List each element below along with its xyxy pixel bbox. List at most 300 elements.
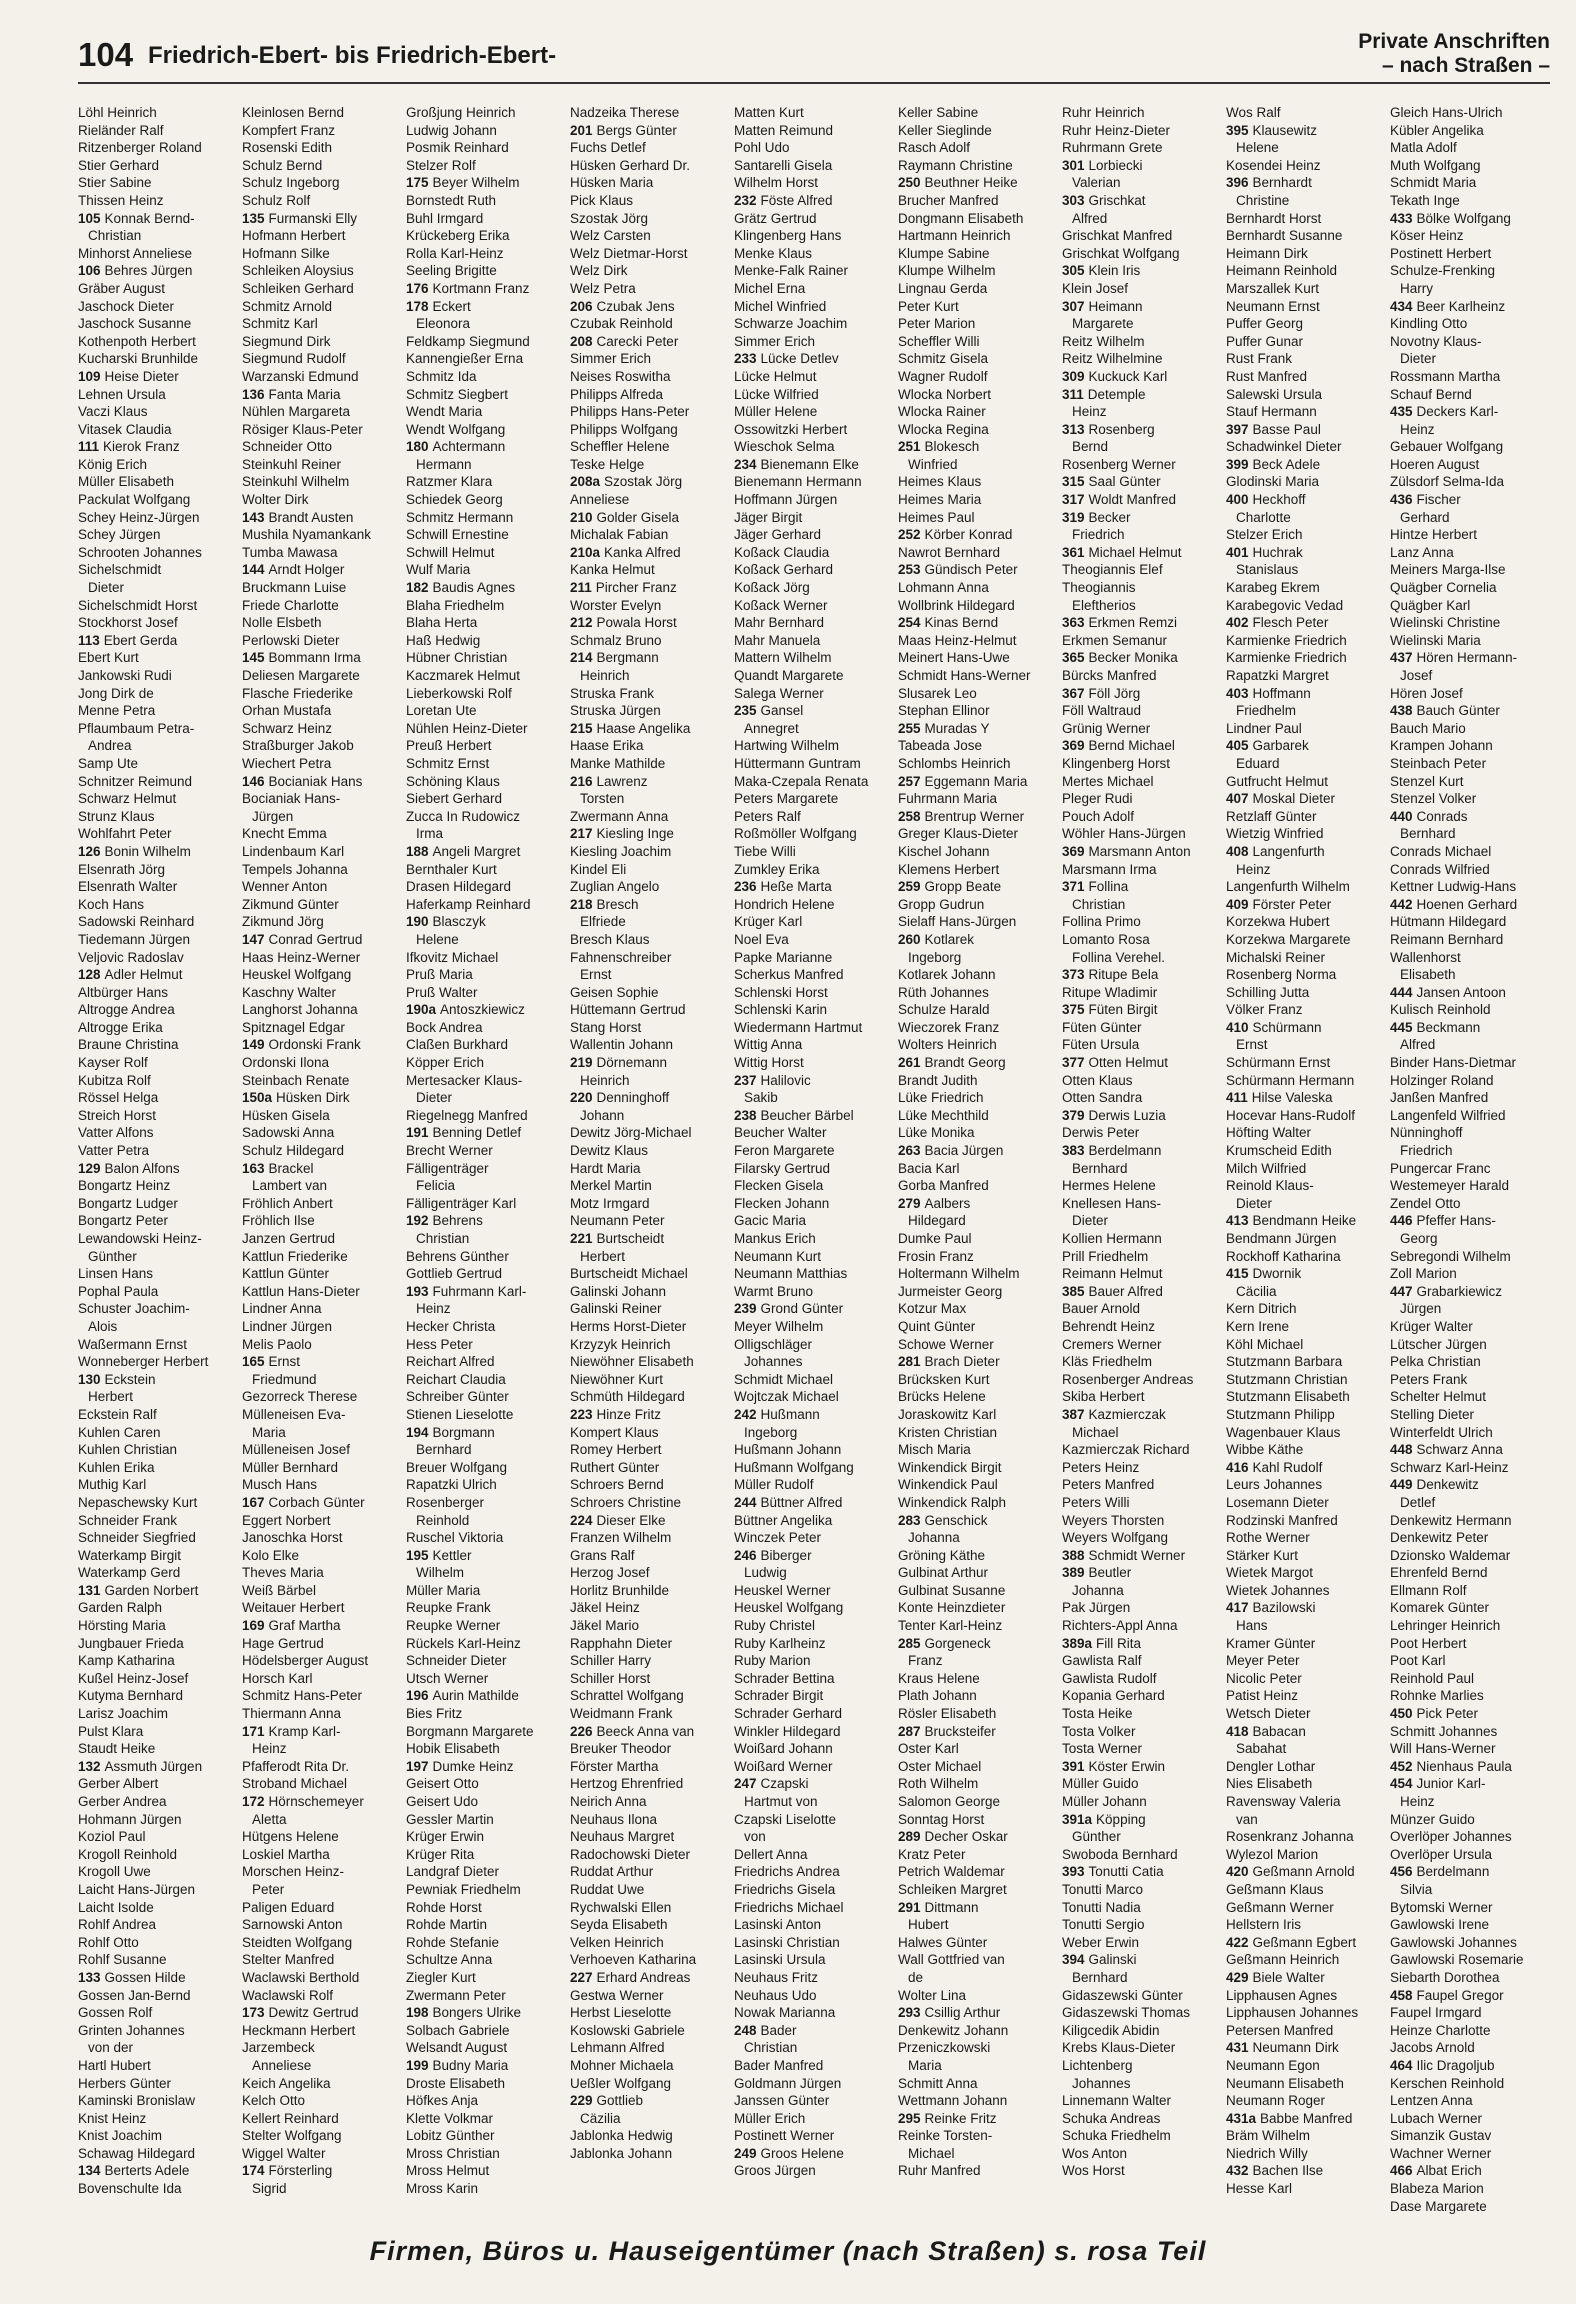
listing-entry: Müller Johann xyxy=(1062,1794,1147,1809)
listing-entry: Maria xyxy=(908,2057,942,2073)
listing-entry: 247 Czapski xyxy=(734,1776,809,1792)
listing-entry: Schawag Hildegard xyxy=(78,2145,196,2161)
listing-entry: Sebregondi Wilhelm xyxy=(1390,1248,1511,1264)
listing-entry: Rösler Elisabeth xyxy=(898,1706,997,1722)
listing-entry: Reinke Torsten- xyxy=(898,2128,993,2144)
listing-entry: Ossowitzki Herbert xyxy=(734,421,848,437)
listing-entry: Menke Klaus xyxy=(734,245,813,261)
listing-entry: Reitz Wilhelmine xyxy=(1062,351,1163,367)
listing-entry: Milch Wilfried xyxy=(1226,1160,1307,1176)
house-number: 235 xyxy=(734,703,757,719)
house-number: 196 xyxy=(406,1688,429,1704)
house-number: 242 xyxy=(734,1406,757,1422)
listing-entry: 149 Ordonski Frank xyxy=(242,1037,361,1053)
listing-entry: 313 Rosenberg xyxy=(1062,421,1155,437)
listing-entry: Roßmöller Wolfgang xyxy=(734,826,857,842)
listing-entry: Schmitt Anna xyxy=(898,2075,978,2091)
listing-entry: 248 Bader xyxy=(734,2022,797,2038)
listing-entry: Ruby Marion xyxy=(734,1653,811,1669)
listing-entry: Krumscheid Edith xyxy=(1226,1143,1332,1159)
listing-entry: Rust Frank xyxy=(1226,351,1293,367)
house-number: 113 xyxy=(78,632,100,648)
listing-entry: Heinz xyxy=(1072,404,1107,420)
house-number: 239 xyxy=(734,1301,757,1317)
listing-entry: Stelzer Erich xyxy=(1226,527,1303,543)
listing-entry: 405 Garbarek xyxy=(1226,738,1309,754)
listing-entry: Schnitzer Reimund xyxy=(78,773,193,789)
listing-entry: Wietek Margot xyxy=(1226,1565,1314,1581)
listing-entry: Rohde Martin xyxy=(406,1917,488,1933)
listing-entry: 171 Kramp Karl- xyxy=(242,1723,341,1739)
house-number: 135 xyxy=(242,210,265,226)
listing-entry: 218 Bresch xyxy=(570,896,639,912)
listing-entry: Hildegard xyxy=(908,1213,966,1229)
listing-entry: Olligschläger xyxy=(734,1336,813,1352)
listing-entry: 305 Klein Iris xyxy=(1062,263,1141,279)
listing-entry: 371 Follina xyxy=(1062,879,1129,895)
listing-entry: 301 Lorbiecki xyxy=(1062,157,1143,173)
listing-entry: Riegelnegg Manfred xyxy=(406,1107,528,1123)
listing-entry: Sabahat xyxy=(1236,1741,1287,1757)
house-number: 178 xyxy=(406,298,429,314)
listing-entry: Dongmann Elisabeth xyxy=(898,210,1024,226)
listing-entry: Rosenberg Norma xyxy=(1226,967,1337,983)
listing-entry: Siebert Gerhard xyxy=(406,791,503,807)
house-number: 405 xyxy=(1226,738,1249,754)
listing-entry: Schmitz Hermann xyxy=(406,509,514,525)
listing-entry: Kucharski Brunhilde xyxy=(78,351,199,367)
listing-entry: Ludwig xyxy=(744,1565,787,1581)
house-number: 190a xyxy=(406,1002,437,1018)
listing-entry: Friedrichs Andrea xyxy=(734,1864,840,1880)
listing-entry: 173 Dewitz Gertrud xyxy=(242,2005,359,2021)
listing-entry: Detlef xyxy=(1400,1494,1436,1510)
listing-entry: Helene xyxy=(416,931,459,947)
listing-entry: Tosta Heike xyxy=(1062,1706,1133,1722)
house-number: 194 xyxy=(406,1424,429,1440)
listing-entry: Nünninghoff xyxy=(1390,1125,1463,1141)
listing-entry: Koßack Jörg xyxy=(734,580,810,596)
listing-entry: Nepaschewsky Kurt xyxy=(78,1494,198,1510)
house-number: 176 xyxy=(406,280,429,296)
listing-entry: Kern Irene xyxy=(1226,1318,1290,1334)
listing-entry: Poot Karl xyxy=(1390,1653,1446,1669)
listing-entry: Friede Charlotte xyxy=(242,597,339,613)
listing-entry: Ellmann Rolf xyxy=(1390,1582,1467,1598)
house-number: 211 xyxy=(570,580,592,596)
house-number: 106 xyxy=(78,263,101,279)
listing-entry: Hohmann Jürgen xyxy=(78,1811,182,1827)
house-number: 442 xyxy=(1390,896,1413,912)
listing-entry: Kläs Friedhelm xyxy=(1062,1354,1153,1370)
listing-entry: 435 Deckers Karl- xyxy=(1390,404,1499,420)
listing-entry: Annegret xyxy=(744,720,799,736)
listing-entry: Lewandowski Heinz- xyxy=(78,1231,202,1246)
listing-entry: Klingenberg Hans xyxy=(734,228,842,244)
listing-entry: Vaczi Klaus xyxy=(78,404,148,420)
house-number: 260 xyxy=(898,931,921,947)
listing-entry: Köser Heinz xyxy=(1390,228,1464,244)
house-number: 128 xyxy=(78,967,101,983)
listing-entry: Sigrid xyxy=(252,2181,287,2197)
listing-entry: Reupke Frank xyxy=(406,1600,491,1616)
listing-entry: 415 Dwornik xyxy=(1226,1266,1302,1282)
listing-entry: Horlitz Brunhilde xyxy=(570,1582,670,1598)
listing-entry: Reimann Bernhard xyxy=(1390,931,1504,947)
listing-entry: 400 Heckhoff xyxy=(1226,492,1306,508)
listing-entry: Puffer Georg xyxy=(1226,316,1304,332)
listing-entry: 253 Gündisch Peter xyxy=(898,562,1018,578)
listing-entry: Kern Ditrich xyxy=(1226,1301,1297,1317)
listing-entry: Weiß Bärbel xyxy=(242,1582,317,1598)
listing-entry: 192 Behrens xyxy=(406,1213,483,1229)
listing-entry: Heinrich xyxy=(580,1072,630,1088)
listing-entry: 464 Ilic Dragoljub xyxy=(1390,2057,1495,2073)
house-number: 236 xyxy=(734,879,757,895)
listing-entry: Wallenhorst xyxy=(1390,949,1461,965)
listing-entry: Neuhaus Margret xyxy=(570,1829,675,1845)
house-number: 199 xyxy=(406,2057,429,2073)
house-number: 377 xyxy=(1062,1055,1085,1071)
listing-entry: Wiggel Walter xyxy=(242,2145,326,2161)
listing-entry: Stärker Kurt xyxy=(1226,1547,1299,1563)
listing-entry: Wiechert Petra xyxy=(242,755,332,771)
listing-entry: Marszallek Kurt xyxy=(1226,280,1320,296)
house-number: 402 xyxy=(1226,615,1249,631)
listing-entry: Rössel Helga xyxy=(78,1090,159,1106)
listing-entry: Mahr Manuela xyxy=(734,632,821,648)
listing-entry: 402 Flesch Peter xyxy=(1226,615,1329,631)
listing-entry: Ritzenberger Roland xyxy=(78,140,202,156)
listing-entry: Kiligcedik Abidin xyxy=(1062,2022,1160,2038)
listing-entry: Gestwa Werner xyxy=(570,1987,664,2003)
listing-entry: Stutzmann Christian xyxy=(1226,1371,1348,1387)
listing-entry: Schneider Dieter xyxy=(406,1653,507,1669)
listing-entry: 201 Bergs Günter xyxy=(570,122,677,138)
listing-entry: Höfting Walter xyxy=(1226,1125,1312,1141)
house-number: 422 xyxy=(1226,1934,1249,1950)
listing-entry: Kamp Katharina xyxy=(78,1653,175,1669)
listing-entry: Struska Jürgen xyxy=(570,703,661,719)
listing-entry: Rychwalski Ellen xyxy=(570,1899,672,1915)
listing-entry: Sadowski Reinhard xyxy=(78,914,195,930)
house-number: 191 xyxy=(406,1125,429,1141)
listing-entry: Welz Carsten xyxy=(570,228,651,244)
listing-entry: 437 Hören Hermann- xyxy=(1390,650,1518,666)
listing-entry: 145 Bommann Irma xyxy=(242,650,361,666)
listing-entry: Laicht Isolde xyxy=(78,1899,154,1915)
listing-entry: Nicolic Peter xyxy=(1226,1670,1302,1686)
listing-entry: Schuka Friedhelm xyxy=(1062,2128,1171,2144)
listing-entry: Ruhrmann Grete xyxy=(1062,140,1163,156)
listing-entry: Welsandt August xyxy=(406,2040,508,2056)
listing-entry: Valerian xyxy=(1072,175,1121,191)
listing-entry: Kolo Elke xyxy=(242,1547,300,1563)
listing-entry: 442 Hoenen Gerhard xyxy=(1390,896,1518,912)
listing-entry: Brecht Werner xyxy=(406,1143,493,1159)
listing-entry: 416 Kahl Rudolf xyxy=(1226,1459,1323,1475)
listing-entry: Zwermann Peter xyxy=(406,1987,506,2003)
listing-entry: Linnemann Walter xyxy=(1062,2093,1172,2109)
column-1 xyxy=(78,104,238,2224)
listing-entry: 258 Brentrup Werner xyxy=(898,808,1025,824)
house-number: 233 xyxy=(734,351,757,367)
listing-entry: 291 Dittmann xyxy=(898,1899,979,1915)
listing-entry: Hesse Karl xyxy=(1226,2181,1293,2197)
house-number: 281 xyxy=(898,1354,921,1370)
listing-entry: 399 Beck Adele xyxy=(1226,456,1321,472)
listing-entry: Dieter xyxy=(1400,351,1437,367)
listing-entry: Geisen Sophie xyxy=(570,984,659,1000)
listing-entry: Kaschny Walter xyxy=(242,984,337,1000)
listing-entry: Nies Elisabeth xyxy=(1226,1776,1313,1792)
listing-entry: Spitznagel Edgar xyxy=(242,1019,345,1035)
listing-entry: Keller Sabine xyxy=(898,105,979,120)
listing-entry: Torsten xyxy=(580,791,625,807)
listing-entry: von der xyxy=(88,2040,134,2056)
listing-entry: Gebauer Wolfgang xyxy=(1390,439,1504,455)
listing-entry: Kuhlen Erika xyxy=(78,1459,155,1475)
listing-entry: Stutzmann Elisabeth xyxy=(1226,1389,1350,1405)
listing-entry: Fuchs Detlef xyxy=(570,140,646,156)
listing-entry: Ritupe Wladimir xyxy=(1062,984,1158,1000)
house-number: 361 xyxy=(1062,544,1085,560)
listing-entry: Swoboda Bernhard xyxy=(1062,1846,1178,1862)
listing-entry: Woißard Werner xyxy=(734,1758,833,1774)
listing-entry: 178 Eckert xyxy=(406,298,471,314)
house-number: 379 xyxy=(1062,1107,1085,1123)
listing-entry: Lindner Jürgen xyxy=(242,1318,333,1334)
listing-entry: Cremers Werner xyxy=(1062,1336,1162,1352)
listing-entry: Korzekwa Margarete xyxy=(1226,931,1351,947)
listing-entry: Gossen Jan-Bernd xyxy=(78,1987,191,2003)
listing-entry: Schrooten Johannes xyxy=(78,544,202,560)
listing-entry: 232 Föste Alfred xyxy=(734,192,833,208)
listing-entry: Ruhr Heinz-Dieter xyxy=(1062,122,1171,138)
listing-entry: Neumann Elisabeth xyxy=(1226,2075,1344,2091)
listing-entry: Schrader Gerhard xyxy=(734,1706,843,1722)
listing-entry: Bruckmann Luise xyxy=(242,580,347,596)
listing-entry: Hofmann Silke xyxy=(242,245,330,261)
listing-entry: Michalak Fabian xyxy=(570,527,669,543)
listing-entry: Braune Christina xyxy=(78,1037,179,1053)
listing-entry: Langenfeld Wilfried xyxy=(1390,1107,1506,1123)
listing-entry: Stroband Michael xyxy=(242,1776,348,1792)
listing-entry: Wohlfahrt Peter xyxy=(78,826,172,842)
listing-entry: Jäkel Heinz xyxy=(570,1600,640,1616)
listing-entry: Ruby Christel xyxy=(734,1618,816,1634)
listing-entry: Reichart Alfred xyxy=(406,1354,495,1370)
listing-entry: Kotzur Max xyxy=(898,1301,967,1317)
house-number: 293 xyxy=(898,2005,921,2021)
listing-entry: Peter Marion xyxy=(898,316,976,332)
listing-entry: Poot Herbert xyxy=(1390,1635,1467,1651)
house-number: 133 xyxy=(78,1969,101,1985)
listing-entry: Seeling Brigitte xyxy=(406,263,497,279)
column-5 xyxy=(734,104,894,2224)
listing-entry: Denkewitz Peter xyxy=(1390,1530,1489,1546)
listing-entry: Wlocka Norbert xyxy=(898,386,992,402)
listing-entry: Bürcks Manfred xyxy=(1062,668,1157,683)
listing-entry: Schmalz Bruno xyxy=(570,632,662,648)
listing-entry: Schuka Andreas xyxy=(1062,2110,1161,2126)
listing-entry: 135 Furmanski Elly xyxy=(242,210,358,226)
listing-entry: Schiedek Georg xyxy=(406,492,503,508)
listing-entry: 449 Denkewitz xyxy=(1390,1477,1479,1493)
listing-entry: 215 Haase Angelika xyxy=(570,720,691,736)
house-number: 255 xyxy=(898,720,921,736)
listing-entry: 422 Geßmann Egbert xyxy=(1226,1934,1357,1950)
listing-entry: Brücks Helene xyxy=(898,1389,986,1405)
house-number: 227 xyxy=(570,1969,593,1985)
listing-entry: 212 Powala Horst xyxy=(570,615,677,631)
listing-entry: Gacic Maria xyxy=(734,1213,807,1229)
listing-entry: Silvia xyxy=(1400,1881,1433,1897)
house-number: 435 xyxy=(1390,404,1413,420)
listing-entry: Steinkuhl Wilhelm xyxy=(242,474,350,490)
listing-entry: Waßermann Ernst xyxy=(78,1336,188,1352)
house-number: 219 xyxy=(570,1055,593,1071)
listing-entry: Bader Manfred xyxy=(734,2057,824,2073)
house-number: 431a xyxy=(1226,2110,1257,2126)
listing-entry: Müller Bernhard xyxy=(242,1459,339,1475)
listing-entry: 219 Dörnemann xyxy=(570,1055,668,1071)
house-number: 246 xyxy=(734,1547,757,1563)
listing-entry: Karmienke Friedrich xyxy=(1226,632,1347,648)
listing-entry: Vatter Alfons xyxy=(78,1125,154,1141)
listing-entry: Kischel Johann xyxy=(898,843,990,859)
listing-entry: Pouch Adolf xyxy=(1062,808,1135,824)
listing-entry: 211 Pircher Franz xyxy=(570,580,677,596)
listing-entry: Philipps Wolfgang xyxy=(570,421,678,437)
house-number: 182 xyxy=(406,580,429,596)
listing-entry: Füten Ursula xyxy=(1062,1037,1140,1053)
listing-entry: Pelka Christian xyxy=(1390,1354,1481,1370)
house-number: 165 xyxy=(242,1354,265,1370)
listing-entry: Krückeberg Erika xyxy=(406,228,510,244)
listing-entry: Hecker Christa xyxy=(406,1318,496,1334)
listing-entry: Neumann Kurt xyxy=(734,1248,822,1264)
listing-entry: Retzlaff Günter xyxy=(1226,808,1317,824)
listing-entry: Bernhardt Susanne xyxy=(1226,228,1343,244)
listing-entry: Niewöhner Kurt xyxy=(570,1371,664,1387)
listing-entry: Schwarz Karl-Heinz xyxy=(1390,1459,1509,1475)
listing-entry: Kratz Peter xyxy=(898,1846,966,1862)
listing-entry: 257 Eggemann Maria xyxy=(898,773,1028,789)
listing-entry: Menke-Falk Rainer xyxy=(734,263,849,279)
listing-entry: Hütgens Helene xyxy=(242,1829,339,1845)
house-number: 429 xyxy=(1226,1969,1249,1985)
listing-entry: Elfriede xyxy=(580,914,626,930)
listing-entry: Kaminski Bronislaw xyxy=(78,2093,196,2109)
listing-entry: 393 Tonutti Catia xyxy=(1062,1864,1164,1880)
listing-entry: Haß Hedwig xyxy=(406,632,481,648)
listing-entry: Alfred xyxy=(1072,210,1108,226)
page-header xyxy=(78,30,1550,82)
listing-entry: Kristen Christian xyxy=(898,1424,998,1440)
listing-entry: Schey Jürgen xyxy=(78,527,161,543)
listing-entry: Bernhard xyxy=(1400,826,1456,842)
listing-entry: 199 Budny Maria xyxy=(406,2057,509,2073)
listing-entry: Rosenski Edith xyxy=(242,140,333,156)
listing-entry: Richters-Appl Anna xyxy=(1062,1618,1178,1634)
listing-entry: Overlöper Ursula xyxy=(1390,1846,1493,1862)
listing-entry: Jong Dirk de xyxy=(78,685,154,701)
listing-entry: 388 Schmidt Werner xyxy=(1062,1547,1186,1563)
listing-entry: Hobik Elisabeth xyxy=(406,1741,500,1757)
house-number: 198 xyxy=(406,2005,429,2021)
listing-entry: Pophal Paula xyxy=(78,1283,159,1299)
listing-entry: Garden Ralph xyxy=(78,1600,163,1616)
listing-entry: Pruß Walter xyxy=(406,984,478,1000)
listing-entry: Knist Joachim xyxy=(78,2128,163,2144)
listing-entry: Pohl Udo xyxy=(734,140,790,156)
listing-entry: Jablonka Johann xyxy=(570,2145,673,2161)
listing-entry: Schmidt Hans-Werner xyxy=(898,668,1031,683)
listing-entry: 436 Fischer xyxy=(1390,492,1461,508)
listing-entry: Lomanto Rosa xyxy=(1062,931,1150,947)
listing-entry: Bernhardt Horst xyxy=(1226,210,1322,226)
listing-entry: Münzer Guido xyxy=(1390,1811,1475,1827)
house-number: 458 xyxy=(1390,1987,1413,2003)
listing-entry: Hüttemann Gertrud xyxy=(570,1002,686,1018)
listing-entry: Hartmann Heinrich xyxy=(898,228,1011,244)
house-number: 388 xyxy=(1062,1547,1085,1563)
listing-entry: Rosenberger xyxy=(406,1494,485,1510)
house-number: 193 xyxy=(406,1283,429,1299)
listing-entry: Christian xyxy=(416,1231,470,1246)
listing-entry: Philipps Hans-Peter xyxy=(570,404,690,420)
listing-entry: Schneider Otto xyxy=(242,439,333,455)
listing-entry: 254 Kinas Bernd xyxy=(898,615,999,631)
listing-entry: 223 Hinze Fritz xyxy=(570,1406,662,1422)
house-number: 285 xyxy=(898,1635,921,1651)
listing-entry: Tosta Volker xyxy=(1062,1723,1136,1739)
listing-entry: Gidaszewski Thomas xyxy=(1062,2005,1191,2021)
listing-entry: Kayser Rolf xyxy=(78,1055,148,1071)
listing-entry: Zikmund Günter xyxy=(242,896,339,912)
listing-entry: Altrogge Andrea xyxy=(78,1002,175,1018)
listing-entry: 133 Gossen Hilde xyxy=(78,1969,186,1985)
listing-entry: Hintze Herbert xyxy=(1390,527,1478,543)
listing-entry: Kramer Günter xyxy=(1226,1635,1316,1651)
house-number: 254 xyxy=(898,615,921,631)
listing-entry: Weyers Thorsten xyxy=(1062,1512,1165,1528)
listing-entry: Brandt Judith xyxy=(898,1072,978,1088)
listing-entry: Wilhelm xyxy=(416,1565,465,1581)
listing-entry: 429 Biele Walter xyxy=(1226,1969,1325,1985)
listing-entry: Roth Wilhelm xyxy=(898,1776,979,1792)
listing-entry: Elisabeth xyxy=(1400,967,1456,983)
listing-entry: Johannes xyxy=(1072,2075,1131,2091)
listing-entry: Wylezol Marion xyxy=(1226,1846,1319,1862)
listing-entry: Kübler Angelika xyxy=(1390,122,1484,138)
listing-entry: Steinbach Peter xyxy=(1390,755,1487,771)
listing-entry: Verhoeven Katharina xyxy=(570,1952,697,1968)
listing-entry: Wagner Rudolf xyxy=(898,368,988,384)
listing-entry: Gröning Käthe xyxy=(898,1547,986,1563)
listing-entry: Menne Petra xyxy=(78,703,156,719)
listing-entry: Winkendick Paul xyxy=(898,1477,998,1493)
listing-entry: Kindel Eli xyxy=(570,861,627,877)
listing-entry: Leurs Johannes xyxy=(1226,1477,1323,1493)
listing-entry: Neirich Anna xyxy=(570,1794,647,1809)
listing-entry: Skiba Herbert xyxy=(1062,1389,1145,1405)
listing-entry: Stelter Manfred xyxy=(242,1952,335,1968)
listing-entry: Tonutti Nadia xyxy=(1062,1899,1141,1915)
listing-entry: Pruß Maria xyxy=(406,967,473,983)
listing-entry: Hoeren August xyxy=(1390,456,1480,472)
